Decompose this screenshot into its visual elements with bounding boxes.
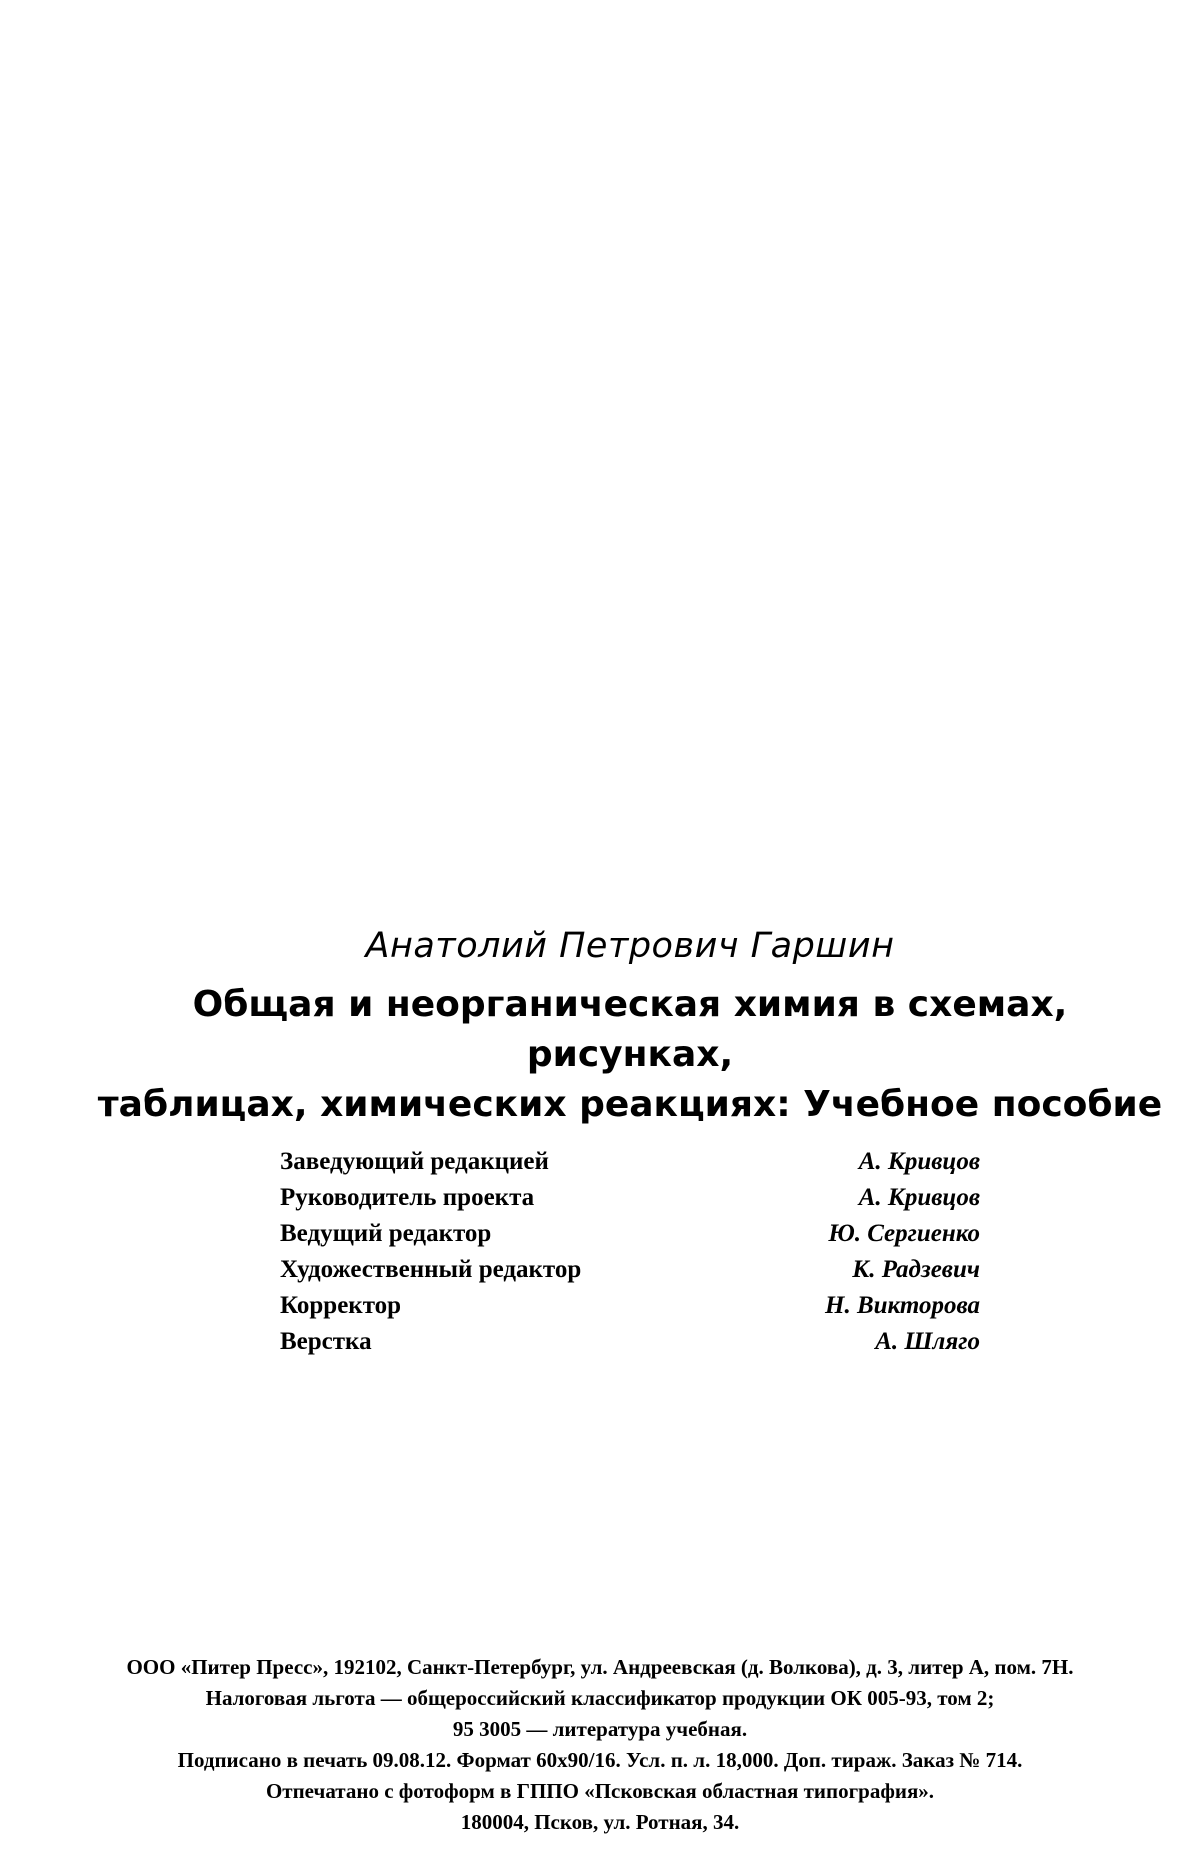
credits-list bbox=[280, 1144, 980, 1360]
credit-role: Корректор bbox=[280, 1292, 402, 1319]
credit-row bbox=[280, 1180, 980, 1216]
credit-row bbox=[280, 1144, 980, 1180]
credit-row bbox=[280, 1216, 980, 1252]
book-title-line-1: Общая и неорганическая химия в схемах, рисунках, bbox=[192, 984, 1068, 1075]
imprint-printer-address: 180004, Псков, ул. Ротная, 34. bbox=[460, 1810, 740, 1834]
credit-role: Заведующий редакцией bbox=[280, 1148, 549, 1175]
imprint-publisher-address: ООО «Питер Пресс», 192102, Санкт-Петербург, ул. Андреевская (д. Волкова), д. 3, литер А, пом. 7Н. bbox=[126, 1655, 1074, 1679]
credit-name: Н. Викторова bbox=[825, 1292, 980, 1319]
book-title-line-2: таблицах, химических реакциях: Учебное пособие bbox=[97, 1084, 1163, 1125]
author-name: Анатолий Петрович Гаршин bbox=[365, 926, 895, 966]
credit-name: Ю. Сергиенко bbox=[828, 1220, 980, 1247]
imprint-tax-classifier: Налоговая льгота — общероссийский классификатор продукции ОК 005-93, том 2; bbox=[205, 1686, 995, 1710]
credit-row bbox=[280, 1288, 980, 1324]
credit-name: А. Кривцов bbox=[858, 1148, 980, 1175]
credit-name: К. Радзевич bbox=[852, 1256, 980, 1283]
publisher-imprint bbox=[0, 1652, 1200, 1838]
credit-row bbox=[280, 1324, 980, 1360]
imprint-printer: Отпечатано с фотоформ в ГППО «Псковская областная типография». bbox=[265, 1779, 935, 1803]
credit-role: Ведущий редактор bbox=[280, 1220, 492, 1247]
credit-role: Верстка bbox=[280, 1328, 372, 1355]
credit-name: А. Шляго bbox=[875, 1328, 980, 1355]
book-title bbox=[90, 980, 1170, 1130]
credit-role: Руководитель проекта bbox=[280, 1184, 535, 1211]
imprint-print-details: Подписано в печать 09.08.12. Формат 60х90/16. Усл. п. л. 18,000. Доп. тираж. Заказ № 714. bbox=[177, 1748, 1023, 1772]
credit-row bbox=[280, 1252, 980, 1288]
credit-name: А. Кривцов bbox=[858, 1184, 980, 1211]
credit-role: Художественный редактор bbox=[280, 1256, 582, 1283]
imprint-literature-code: 95 3005 — литература учебная. bbox=[452, 1717, 748, 1741]
